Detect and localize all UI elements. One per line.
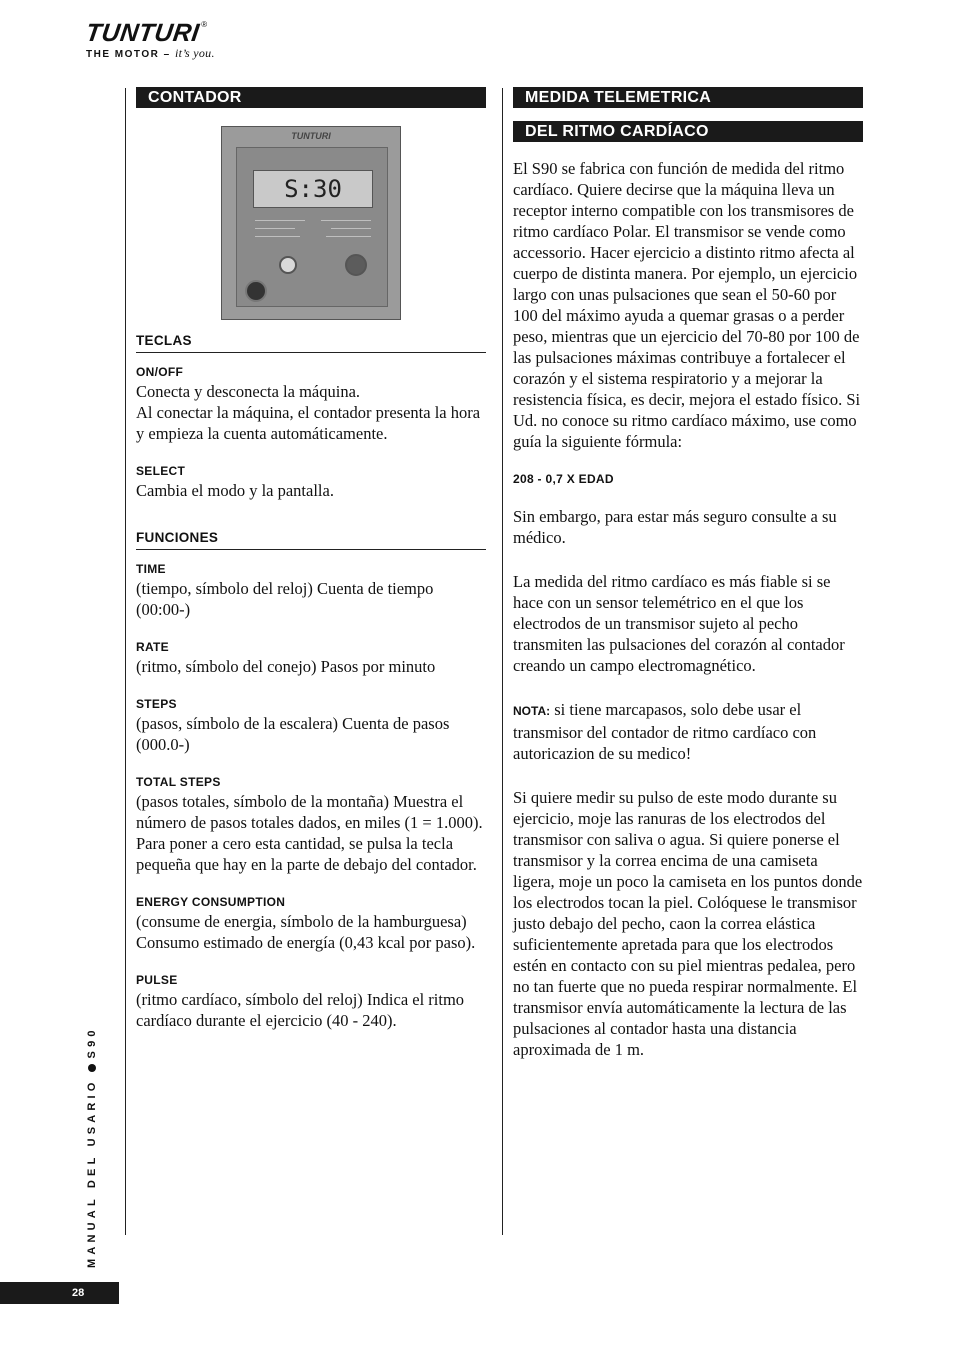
total-steps-label: TOTAL STEPS [136,775,221,789]
device-legend-line [321,220,371,221]
onoff-text-1: Conecta y desconecta la máquina. [136,382,361,401]
select-text: Cambia el modo y la pantalla. [136,481,334,500]
device-legend-line [255,228,295,229]
paragraph-2: Sin embargo, para estar más seguro consulte a su médico. [513,507,837,547]
teclas-title: TECLAS [136,333,486,353]
logo-tag-italic: it’s you. [174,46,215,60]
spacer [513,548,863,569]
steps-label: STEPS [136,697,177,711]
ritmo-header: DEL RITMO CARDÍACO [513,121,863,142]
paragraph-1: El S90 se fabrica con función de medida del ritmo cardíaco. Quiere decirse que la máquina lleva un receptor interno compatible con los transmisores de ritmo cardíaco Polar. El transmisor se vende como accessorio. Hacer ejercicio a distinto ritmo afecta al cuerpo de distinta manera. Por ejemplo, un ejercicio largo con unas pulsaciones que sean el 50-60 por 100 del máximo ayuda a quemar grasas o a perder peso, mientras que un ejercicio del 70-80 por 100 de las pulsaciones máximas contribuye a fortalecer el corazón y el sistema respiratorio y a mejorar la resistencia física, es decir, mejora el estado físico. Si Ud. no conoce su ritmo cardíaco máximo, use como guía la siguiente fórmula: [513,159,861,451]
nota-text: si tiene marcapasos, solo debe usar el transmisor del contador de ritmo cardíaco con autoricazion de su medico! [513,700,817,763]
device-legend-line [255,220,305,221]
logo-tagline [86,46,266,62]
energy-label: ENERGY CONSUMPTION [136,895,286,909]
page-number: 28 [0,1282,119,1304]
device-lcd: S:30 [253,170,373,208]
medida-header: MEDIDA TELEMETRICA [513,87,863,108]
onoff-text-2: Al conectar la máquina, el contador presenta la hora y empieza la cuenta automáticamente. [136,403,481,443]
side-manual-label [86,1026,98,1268]
logo-tag-main: THE MOTOR – [86,49,175,60]
funciones-section [136,530,486,1031]
funciones-title: FUNCIONES [136,530,486,550]
side-model: S90 [86,1026,98,1059]
tunturi-logo [86,20,266,62]
logo-registered: ® [201,20,208,29]
device-logo-disc [245,280,267,302]
paragraph-3: La medida del ritmo cardíaco es más fiable si se hace con un sensor telemétrico en el que los electrodos de un transmisor sujeto al pecho transmiten las pulsaciones del corazón al contador creando un campo electromagnético. [513,572,845,675]
contador-header: CONTADOR [136,87,486,108]
pulse-text: (ritmo cardíaco, símbolo del reloj) Indica el ritmo cardíaco durante el ejercicio (40 - 240). [136,990,465,1030]
time-text: (tiempo, símbolo del reloj) Cuenta de tiempo (00:00-) [136,579,434,619]
left-rule [125,88,126,1235]
spacer [513,764,863,785]
device-legend-line [326,236,371,237]
pulse-label: PULSE [136,973,178,987]
device-select-button [345,254,367,276]
rate-text: (ritmo, símbolo del conejo) Pasos por minuto [136,657,436,676]
formula: 208 - 0,7 X EDAD [513,472,614,486]
steps-text: (pasos, símbolo de la escalera) Cuenta de pasos (000.0-) [136,714,450,754]
device-panel [236,147,388,307]
right-body [513,156,863,1060]
time-label: TIME [136,562,166,576]
logo-brand: TUNTURI [84,19,202,47]
side-text: MANUAL DEL USARIO [86,1078,98,1268]
spacer [513,676,863,697]
paragraph-4: Si quiere medir su pulso de este modo durante su ejercicio, moje las ranuras de los electrodos del transmisor con saliva o agua. Si quiere ponerse el transmisor y la correa encima de una camiseta ligera, moje un poco la camiseta en los puntos donde los electrodos tocan la piel. Colóquese le transmisor justo debajo del pecho, caon la correa elástica suficientemente apretada para que los electrodos estén en contacto con su piel mientras pedalea, pero no tan fuerte que no pueda respirar normalmente. El transmisor envía automáticamente la lectura de las pulsaciones al contador hasta una distancia aproximada de 1 m. [513,788,863,1059]
device-onoff-button [279,256,297,274]
rate-label: RATE [136,640,169,654]
center-rule [502,88,503,1235]
device-brand: TUNTURI [291,131,331,141]
bullet-dot-icon [88,1064,96,1072]
device-legend-line [255,236,300,237]
energy-text: (consume de energia, símbolo de la hamburguesa) Consumo estimado de energía (0,43 kcal por paso). [136,912,476,952]
total-steps-text: (pasos totales, símbolo de la montaña) Muestra el número de pasos totales dados, en miles (1 = 1.000). Para poner a cero esta cantidad, se pulsa la tecla pequeña que hay en la parte de debajo del contador. [136,792,483,874]
contador-device-image [221,126,401,320]
select-label: SELECT [136,464,186,478]
device-legend-line [331,228,371,229]
teclas-section [136,333,486,501]
nota-label: NOTA: [513,704,551,718]
nota-paragraph [513,699,863,764]
onoff-label: ON/OFF [136,365,184,379]
